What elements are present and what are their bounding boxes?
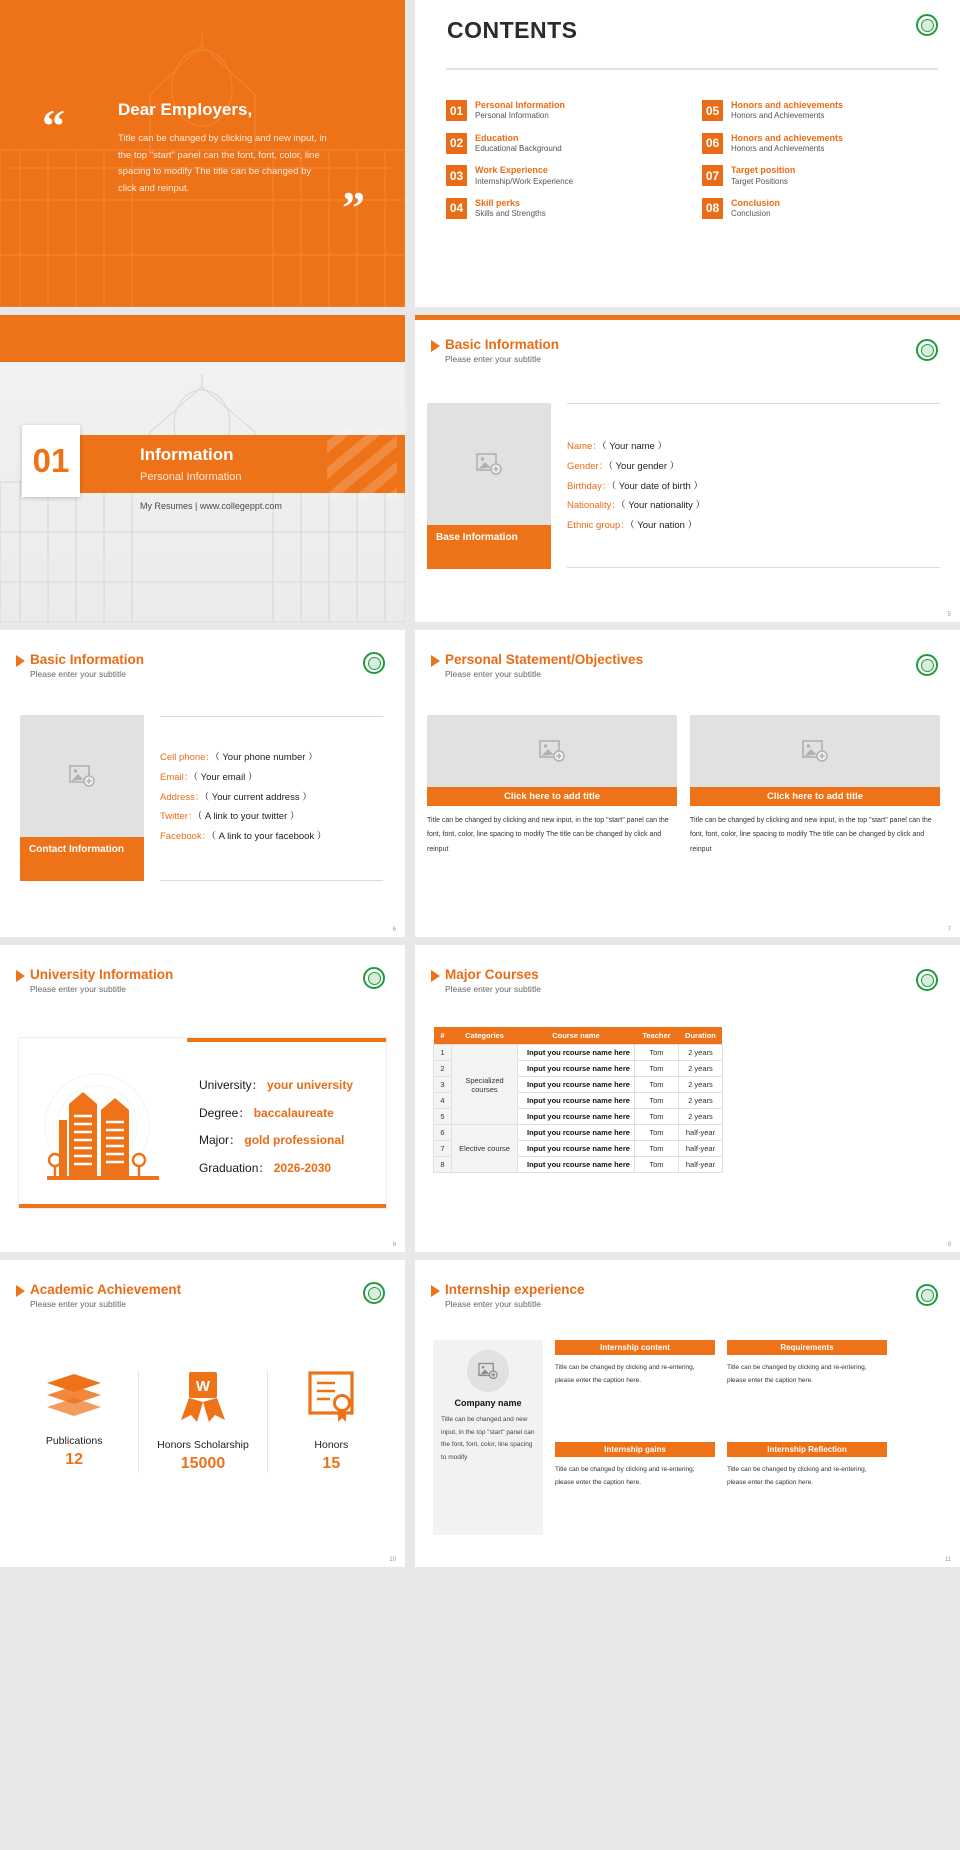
page-subtitle: Please enter your subtitle (30, 669, 126, 679)
brand-logo-icon (916, 339, 938, 361)
toc-item-01[interactable] (446, 100, 684, 122)
cell-course-name: Input you rcourse name here (518, 1045, 635, 1061)
statement-card-1 (427, 715, 677, 857)
info-key: Name： (567, 441, 602, 452)
cell-course-name: Input you rcourse name here (518, 1109, 635, 1125)
info-value: （ Your current address ） (204, 791, 312, 803)
toc-title: Education (475, 132, 519, 143)
info-key: Birthday： (567, 480, 612, 492)
page-subtitle: Please enter your subtitle (30, 984, 126, 994)
toc-item-07[interactable] (702, 165, 940, 187)
divider-bottom (567, 567, 940, 568)
toc-title: Work Experience (475, 165, 548, 176)
info-key: Cell phone： (160, 752, 215, 763)
info-key: Gender： (567, 460, 609, 472)
stat-label: Publications (45, 1435, 103, 1447)
top-accent-bar (0, 315, 405, 362)
info-value: （ Your gender ） (608, 460, 680, 472)
table-header-row (434, 1027, 723, 1045)
page-subtitle: Please enter your subtitle (445, 669, 541, 679)
photo-placeholder[interactable] (690, 715, 940, 787)
toc-number: 07 (702, 165, 723, 186)
toc-item-05[interactable] (702, 100, 940, 122)
toc-item-08[interactable] (702, 198, 940, 220)
card-caption[interactable]: Click here to add title (690, 787, 940, 806)
cell-index: 6 (434, 1125, 452, 1141)
company-body: Title can be changed and new input, in the top "start" panel can the font, font, color, line spacing to modify (441, 1416, 535, 1462)
top-accent-bar (415, 315, 960, 320)
slide-contents (415, 0, 960, 307)
arrow-marker-icon (16, 655, 25, 667)
info-row (567, 477, 705, 497)
info-row (199, 1127, 353, 1155)
page-number: 5 (947, 612, 951, 618)
card-body: Title can be changed by clicking and re-entering, please enter the caption here. (555, 1466, 695, 1486)
quote-close-icon: ” (342, 182, 365, 233)
page-title: Major Courses (445, 967, 539, 982)
section-title: Information (140, 445, 234, 464)
info-row (160, 748, 326, 768)
slide-major-courses (415, 945, 960, 1252)
card-body: Title can be changed by clicking and re-entering, please enter the caption here. (727, 1466, 867, 1486)
page-number: 9 (947, 1242, 951, 1248)
slide-basic-information-contact (0, 630, 405, 937)
info-row (567, 496, 705, 516)
brand-logo-icon (363, 1282, 385, 1304)
info-row (199, 1072, 353, 1100)
brand-logo-icon (363, 652, 385, 674)
card-body: Title can be changed by clicking and new input, in the top "start" panel can the font, font, color, line spacing to modify The title can be changed by click and reinput (690, 817, 932, 853)
arrow-marker-icon (431, 970, 440, 982)
cell-index: 3 (434, 1077, 452, 1093)
university-card (18, 1037, 387, 1209)
toc-number: 02 (446, 133, 467, 154)
arrow-marker-icon (16, 970, 25, 982)
base-info-list (567, 437, 705, 536)
toc-subtitle: Target Positions (731, 176, 788, 186)
quote-open-icon: “ (42, 100, 65, 151)
statement-card-2 (690, 715, 940, 857)
arrow-marker-icon (431, 340, 440, 352)
info-key: University： (199, 1078, 264, 1092)
info-row (199, 1155, 353, 1183)
card-heading[interactable]: Internship Reflection (727, 1442, 887, 1457)
photo-placeholder[interactable] (427, 715, 677, 787)
info-row (160, 827, 326, 847)
slide-header (16, 652, 144, 679)
cell-course-name: Input you rcourse name here (518, 1125, 635, 1141)
page-number: 10 (389, 1557, 396, 1563)
info-row (160, 807, 326, 827)
toc-subtitle: Honors and Achievements (731, 143, 825, 153)
info-row (160, 768, 326, 788)
page-number: 8 (392, 1242, 396, 1248)
internship-card-gains (555, 1442, 715, 1489)
toc-subtitle: Educational Background (475, 143, 562, 153)
col-index: # (434, 1027, 452, 1045)
info-key: Address： (160, 791, 205, 803)
cell-teacher: Tom (634, 1157, 678, 1173)
company-panel (433, 1340, 543, 1535)
stat-publications (10, 1370, 138, 1473)
card-heading[interactable]: Requirements (727, 1340, 887, 1355)
info-row (567, 516, 705, 536)
info-key: Twitter： (160, 811, 198, 823)
toc-title: Honors and achievements (731, 132, 844, 143)
brand-logo-icon (363, 967, 385, 989)
slide-personal-statement (415, 630, 960, 937)
cell-category-elective: Elective course (452, 1125, 518, 1173)
medal-icon (177, 1370, 229, 1424)
stat-value: 15000 (180, 1455, 226, 1472)
cell-category-specialized: Specialized courses (452, 1045, 518, 1125)
cell-duration: 2 years (678, 1077, 722, 1093)
page-number: 7 (947, 927, 951, 933)
table-row (434, 1045, 723, 1061)
info-row (567, 437, 705, 457)
section-number: 01 (22, 425, 80, 497)
toc-item-03[interactable] (446, 165, 684, 187)
brand-logo-icon (916, 654, 938, 676)
cell-index: 1 (434, 1045, 452, 1061)
cell-index: 2 (434, 1061, 452, 1077)
page-title: Personal Statement/Objectives (445, 652, 644, 667)
stat-value: 15 (322, 1455, 341, 1472)
image-add-icon (478, 1362, 498, 1380)
slide-header (431, 1282, 585, 1309)
info-value: baccalaureate (253, 1105, 334, 1120)
info-row (199, 1100, 353, 1128)
info-key: Email： (160, 771, 194, 783)
image-add-icon (69, 764, 95, 788)
info-key: Major： (199, 1133, 242, 1148)
toc-title: Honors and achievements (731, 100, 844, 110)
image-add-icon (476, 452, 502, 476)
table-of-contents (446, 100, 940, 220)
image-add-icon (802, 739, 828, 763)
toc-subtitle: Honors and Achievements (731, 111, 825, 121)
toc-number: 06 (702, 133, 723, 154)
brand-logo-icon (916, 1284, 938, 1306)
stat-honors-scholarship (138, 1370, 266, 1473)
cell-duration: 2 years (678, 1061, 722, 1077)
info-key: Nationality： (567, 500, 621, 512)
cell-teacher: Tom (634, 1141, 678, 1157)
cell-teacher: Tom (634, 1125, 678, 1141)
info-value: your university (267, 1078, 354, 1092)
section-footer: My Resumes | www.collegeppt.com (140, 501, 282, 511)
stat-label: Honors Scholarship (157, 1439, 249, 1451)
base-information-badge: Base Information (427, 525, 551, 569)
info-value: （ A link to your twitter ） (197, 811, 300, 823)
info-row (160, 788, 326, 808)
slide-header (431, 337, 559, 364)
col-duration: Duration (678, 1027, 722, 1045)
toc-item-06[interactable] (702, 133, 940, 155)
toc-number: 08 (702, 198, 723, 219)
info-key: Ethnic group： (567, 520, 630, 531)
cell-teacher: Tom (634, 1061, 678, 1077)
contact-info-list (160, 748, 326, 847)
card-caption[interactable]: Click here to add title (427, 787, 677, 806)
university-building-icon (39, 1064, 167, 1194)
cover-title: Dear Employers, (118, 100, 253, 119)
info-value: （ Your name ） (601, 441, 667, 452)
page-title: University Information (30, 967, 174, 982)
info-value: （ Your email ） (193, 771, 258, 783)
brand-logo-icon (916, 14, 938, 36)
toc-number: 01 (446, 100, 467, 121)
page-number: 11 (944, 1557, 951, 1563)
page-title: CONTENTS (447, 17, 578, 43)
slide-university-information (0, 945, 405, 1252)
slide-academic-achievement (0, 1260, 405, 1567)
divider-top (567, 403, 940, 404)
col-course-name: Course name (518, 1027, 635, 1045)
toc-title: Target position (731, 165, 796, 176)
card-heading[interactable]: Internship gains (555, 1442, 715, 1457)
card-body: Title can be changed by clicking and re-entering, please enter the caption here. (555, 1364, 695, 1384)
toc-title: Personal Information (475, 100, 566, 110)
stat-value: 12 (65, 1451, 84, 1468)
achievement-stats (10, 1370, 395, 1473)
card-heading[interactable]: Internship content (555, 1340, 715, 1355)
cell-course-name: Input you rcourse name here (518, 1141, 635, 1157)
certificate-icon (307, 1370, 355, 1424)
table-row (434, 1125, 723, 1141)
slide-cover (0, 0, 405, 307)
slide-header (431, 652, 643, 679)
arrow-marker-icon (431, 655, 440, 667)
toc-subtitle: Internship/Work Experience (475, 176, 574, 186)
page-title: Academic Achievement (30, 1282, 182, 1297)
cell-course-name: Input you rcourse name here (518, 1093, 635, 1109)
info-key: Facebook： (160, 831, 212, 842)
cell-course-name: Input you rcourse name here (518, 1077, 635, 1093)
toc-number: 04 (446, 198, 467, 219)
page-number: 6 (392, 927, 396, 933)
cell-index: 5 (434, 1109, 452, 1125)
slide-header (16, 1282, 181, 1309)
info-row (567, 457, 705, 477)
card-body: Title can be changed by clicking and new input, in the top "start" panel can the font, font, color, line spacing to modify The title can be changed by click and reinput (427, 817, 669, 853)
image-add-icon (539, 739, 565, 763)
info-value: （ Your nation ） (629, 520, 698, 531)
courses-table (433, 1027, 723, 1173)
toc-number: 05 (702, 100, 723, 121)
cell-index: 8 (434, 1157, 452, 1173)
page-subtitle: Please enter your subtitle (445, 354, 541, 364)
cell-duration: 2 years (678, 1045, 722, 1061)
svg-text:W: W (195, 1378, 211, 1395)
slide-basic-information-base (415, 315, 960, 622)
brand-logo-icon (916, 969, 938, 991)
toc-number: 03 (446, 165, 467, 186)
page-title: Basic Information (30, 652, 145, 667)
toc-title: Conclusion (731, 197, 780, 208)
cell-duration: half-year (678, 1157, 722, 1173)
cell-course-name: Input you rcourse name here (518, 1061, 635, 1077)
toc-subtitle: Conclusion (731, 209, 771, 219)
slide-header (16, 967, 173, 994)
internship-card-content (555, 1340, 715, 1387)
section-subtitle: Personal Information (140, 471, 242, 483)
info-value: （ Your phone number ） (214, 752, 318, 763)
internship-card-reflection (727, 1442, 887, 1489)
photo-placeholder[interactable] (20, 715, 144, 837)
toc-item-02[interactable] (446, 133, 684, 155)
arrow-marker-icon (16, 1285, 25, 1297)
col-categories: Categories (452, 1027, 518, 1045)
company-avatar[interactable] (441, 1350, 535, 1392)
cell-duration: half-year (678, 1125, 722, 1141)
card-body: Title can be changed by clicking and re-entering, please enter the caption here. (727, 1364, 867, 1384)
cell-duration: half-year (678, 1141, 722, 1157)
arrow-marker-icon (431, 1285, 440, 1297)
info-value: （ A link to your facebook ） (211, 831, 327, 842)
cell-course-name: Input you rcourse name here (518, 1157, 635, 1173)
info-value: （ Your date of birth ） (611, 480, 703, 492)
photo-placeholder[interactable] (427, 403, 551, 525)
cell-duration: 2 years (678, 1109, 722, 1125)
cover-body: Title can be changed by clicking and new input, in the top "start" panel can the font, font, color, line spacing to modify The title can be changed by click and reinput. (118, 133, 327, 194)
card-top-accent (187, 1038, 386, 1042)
toc-subtitle: Skills and Strengths (475, 209, 546, 219)
page-subtitle: Please enter your subtitle (445, 1299, 541, 1309)
cell-index: 4 (434, 1093, 452, 1109)
company-name: Company name (454, 1398, 522, 1408)
divider-top (160, 716, 383, 717)
page-title: Basic Information (445, 337, 560, 352)
stat-honors (267, 1370, 395, 1473)
card-bottom-accent (19, 1204, 386, 1208)
cell-teacher: Tom (634, 1093, 678, 1109)
university-rows (199, 1072, 353, 1182)
page-subtitle: Please enter your subtitle (30, 1299, 126, 1309)
info-value: （ Your nationality ） (620, 500, 706, 512)
divider-bottom (160, 880, 383, 881)
cell-teacher: Tom (634, 1045, 678, 1061)
info-key: Degree： (199, 1105, 251, 1120)
internship-card-requirements (727, 1340, 887, 1387)
toc-item-04[interactable] (446, 198, 684, 220)
books-icon (45, 1370, 103, 1420)
info-key: Graduation： (199, 1160, 271, 1175)
divider (446, 68, 938, 70)
slide-internship-experience (415, 1260, 960, 1567)
toc-subtitle: Personal Information (475, 111, 549, 121)
toc-title: Skill perks (475, 197, 521, 208)
cell-teacher: Tom (634, 1077, 678, 1093)
info-value: 2026-2030 (273, 1160, 332, 1175)
cell-duration: 2 years (678, 1093, 722, 1109)
info-value: gold professional (244, 1133, 345, 1148)
cell-index: 7 (434, 1141, 452, 1157)
col-teacher: Teacher (634, 1027, 678, 1045)
contact-information-badge: Contact Information (20, 837, 144, 881)
slide-section-divider (0, 315, 405, 622)
page-title: Internship experience (445, 1282, 585, 1297)
slide-header (431, 967, 541, 994)
stat-label: Honors (314, 1439, 349, 1451)
cell-teacher: Tom (634, 1109, 678, 1125)
page-subtitle: Please enter your subtitle (445, 984, 541, 994)
